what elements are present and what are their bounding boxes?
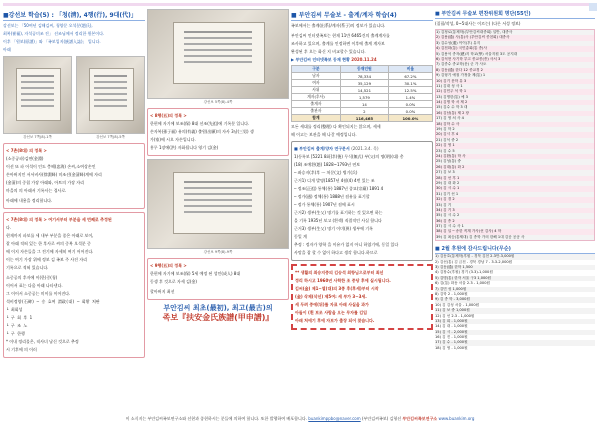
box1-line: 마을의 의 아래서 기록사는 경사로.	[6, 188, 67, 193]
member-row: 10) 김기 문학 유 3	[436, 78, 467, 83]
box2-line: 잘 아래 적혀 있는 한 후사로 씨의 중복 오석분 중	[6, 241, 91, 246]
stat-row	[292, 80, 433, 87]
stat-cell: 2	[340, 108, 388, 115]
stat-title-text: ▶ 부안김씨 인터넷족보 등재 현황	[291, 57, 350, 62]
member-row: 2) 김용(通) 사(통)사 (부안김씨 종친회) 대종사	[436, 35, 510, 40]
stat-cell: 계자(후사)	[292, 94, 341, 101]
col1-intro	[3, 23, 145, 53]
box3-line: 가(家)에 시오 자손입니다.	[150, 137, 196, 142]
member-row: 9) 김형기 예절 가정을 제(통) 1	[436, 73, 594, 78]
case-line: 1)등록보 [5221 8화]후(後) 무식(無式) 부(父)의 명(明)(대) 총	[294, 154, 404, 159]
column-1	[3, 9, 145, 413]
footer-url[interactable]: www.buankim.org	[438, 416, 475, 421]
member-row: 32) 김 경 2	[436, 197, 455, 202]
case-line: ─ 좌승지(후)후 ㅡ 처문(文) 병기(兵)	[294, 170, 358, 175]
genealogy-photo-4	[147, 159, 289, 249]
donor-row: 4) 김장수(후원) 경기 (3.3)-1,000원	[435, 270, 493, 275]
case-line: 근거3) 생부(生父) 명기 이미(異) 생부에 기록	[294, 226, 373, 231]
stat-header-cell: 비율	[388, 66, 432, 73]
stat-cell: 100.0%	[388, 115, 432, 122]
stat-cell: 1.4%	[388, 94, 432, 101]
box2-line: 기록으로 적혀 있습니다.	[6, 265, 49, 270]
donor-row: 16) 김 진 - 1,000원	[435, 335, 468, 340]
case-body	[294, 154, 430, 256]
col2-heading: ■ 부안김씨 무술보 - 출계/계자 학습(4)	[291, 9, 433, 21]
member-row: 16) 김남(통) 제 2 장	[436, 110, 469, 115]
box1-line: 아래에 내용을 정리합니다.	[6, 198, 53, 203]
stat-header-row	[292, 66, 433, 73]
member-row: 25) 김성(통) 중	[436, 159, 594, 164]
box1-line: (소중공파)김연(金淵)	[6, 156, 44, 161]
stat-cell: 78,334	[340, 73, 388, 80]
photo-caption-4: 강선보 9쪽(8)-9쪽	[203, 250, 233, 254]
photo-caption-1: 강선보 7쪽(8)-1쪽	[23, 135, 52, 139]
box2-line: 다.	[6, 225, 12, 230]
genealogy-photo-2	[76, 56, 145, 134]
member-row: 7) 김종수 종교학(문) 군 가 사오	[436, 62, 594, 67]
member-row: 1) 김정로(통제학)(부안김씨대종회) 일반, 대종사	[436, 30, 594, 35]
footer	[0, 414, 600, 424]
stat-cell: 0.0%	[388, 108, 432, 115]
stat-cell: 0.0%	[388, 101, 432, 108]
case-date: (2021.3.4. 목)	[351, 146, 379, 151]
donor-row: 10) 김 김성 서울 - 1,000원	[435, 302, 480, 307]
red-line: 아래 처에기 후에 자보가 출장 되어 찾습니다.	[295, 318, 375, 323]
stat-cell: 30.1%	[388, 80, 432, 87]
box4-line: 동생 후 것으로 자세 김(金)	[150, 279, 197, 284]
col4-heading: ■ 부안김씨 무술보 편찬위원회 명단(55인)	[435, 9, 595, 19]
member-row: 19) 김 학 2	[436, 127, 594, 132]
stat-cell: 남자	[292, 73, 341, 80]
col1-box2	[3, 212, 145, 358]
col2-box4	[147, 258, 289, 300]
donor-row: 6) 김(통) 화동 서울 2.3 - 1,000원	[435, 281, 490, 286]
red-dashed-box	[291, 264, 433, 330]
intro-line: 강선보는 「50여년 김해김씨, 청양문 오석분(趙氏),	[3, 23, 93, 28]
intro-line: 최복(崔福), 자석공미조 진」 선조님께서 정리한 원본이다.	[3, 31, 105, 36]
stat-cell: 14,521	[340, 87, 388, 94]
stat-cell: 67.2%	[388, 73, 432, 80]
member-row: 27) 김 보 3	[436, 170, 594, 175]
donor-row: 8) 김학 2 - 1,000원	[435, 291, 468, 296]
col2-after-line: 모든 세대를 정리(整理) 다 확인되지는 않으며, 세세	[291, 124, 381, 129]
col1-note2: 시 기후에 의 이러	[6, 347, 37, 352]
member-row: 23) 김 수 5	[436, 149, 594, 154]
intro-line: 이후 「원보(原譜)」와 「족보입지(族譜入誌)」 입니다.	[3, 39, 101, 44]
red-line: 김씨(金) 제1~열(대)의 3종 후(후세)부터 시작	[295, 286, 379, 291]
intro-line: 아래	[3, 47, 11, 52]
member-row: 8) 김동(通) 한다 12 종교경 2	[436, 67, 483, 72]
donor-row: 5) 김명(통) 한자 서울 구3 1,000원	[435, 276, 595, 281]
member-row: 17) 김 영 처 사 4	[436, 116, 594, 121]
stat-cell: 14	[340, 101, 388, 108]
tree-line: └ 구 조 노	[6, 323, 28, 328]
col2-intro-line: 조사하고 있으며, 출계를 인정하면 이후에 출계 계자보	[291, 41, 385, 46]
col4-sub: (집필/작성, 0~5대사는 이르는) (다른 서성 정보)	[435, 21, 521, 26]
member-row: 21) 김석 중 2	[436, 138, 594, 143]
member-row: 31) 김기 선 1	[436, 192, 594, 197]
photo-wrap-1	[3, 56, 72, 140]
stat-cell: 사위	[292, 87, 341, 94]
member-row: 36) 김 종 2	[436, 218, 455, 223]
case-title-text: ■ 부안김씨 출계/양자 연구문서	[294, 146, 350, 151]
col4-heading-2: ■ 2월 후원에 감사드립니다(무순)	[435, 244, 595, 254]
col2-photos	[147, 9, 289, 105]
box3-title: < 8행(五)의 정복 >	[150, 113, 187, 118]
member-row: 30) 김 시 수 1	[436, 186, 460, 191]
col2-box3	[147, 108, 289, 156]
stat-row	[292, 73, 433, 80]
member-row: 34) 김 기 3	[436, 207, 455, 212]
footer-left: 이 소식지는 부안김씨족보연구소와 선현과 종현하시는 분들에 의하여 합니다. 또한 발행하여 배포합니다.	[125, 416, 308, 421]
red-line: 세 두려 중에(뒤)를 자료 아래 사실을 과가	[295, 302, 369, 307]
member-row: 12) 김민주 석 학 1	[436, 89, 467, 94]
photo-wrap-2	[76, 56, 145, 140]
member-row: 26) 김대(통) 화 2	[436, 164, 465, 169]
box2-title: < 7촌(8대) 의 정복 > 여기서부터 부분을 세 번째로 추정된	[6, 217, 112, 222]
stat-row	[292, 87, 433, 94]
col1-photos	[3, 56, 145, 140]
stat-row	[292, 101, 433, 108]
photo-wrap-4	[147, 159, 289, 255]
donor-row: 18) 김 영 - 1,000원	[435, 345, 468, 350]
box1-line: 이선 또 파 어석이 인도 충해(忠海) 손씨,소여상손인	[6, 164, 96, 169]
col2-after-line: 해 이고는 보관을 해 나갈 예정입니다.	[291, 132, 357, 137]
box3-line: 한편에 자기에 보조(保) 8대 선조(先祖)에 기록분 입니다.	[150, 121, 250, 126]
col2-photos-b	[147, 159, 289, 255]
donor-row: 17) 김 수 - 1,000원	[435, 340, 595, 345]
family-tree	[6, 299, 142, 337]
box2-line: 현재까지 파보를 세 내부 부분을 종은 아래로 보이,	[6, 233, 94, 238]
red-box-body	[295, 270, 429, 324]
box1-body	[6, 156, 142, 204]
tree-line: └ 구 회 후 1	[6, 315, 33, 320]
member-row: 13) 김명한(통) 예 3	[436, 95, 594, 100]
col2-intro-line: 부안김씨 인터넷족보는 현재 11만 6465건의 출계계자를	[291, 33, 390, 38]
case-line: 근거1) 디개 발명(1857년 4월(4) 4번 있는 조	[294, 178, 375, 183]
stat-cell: 출관자	[292, 108, 341, 115]
donor-row: 15) 김 시 - 2,000원	[435, 330, 595, 335]
red-line: ** 생활의 최승지중의 김승석 최항님으로부터 최선	[295, 270, 384, 275]
photo-caption-2: 강선보 7쪽(8)-5쪽	[96, 135, 125, 139]
stat-header-cell: 등재인원	[340, 66, 388, 73]
box4-line: 할아버지 최선	[150, 289, 175, 294]
box4-title: < 9행(五)의 정복 >	[150, 263, 187, 268]
box3-line: 손자복(孫子福) 유의(有義) 출원(出願)의 자사 3남(三男) 생	[150, 129, 254, 134]
column-3	[291, 9, 433, 413]
box3-line: 홍무 1장에(洪) 자화됩니다 영기 김(金)	[150, 145, 219, 150]
member-row: 35) 김 시 수 2	[436, 213, 594, 218]
tree-line: 석비정양(石碑) ─ 숭 효여 渭政(대) ─ 회황 처판	[6, 299, 100, 304]
red-line: 아들이 (흰 보조 사람을 오는 무자를 김입	[295, 310, 368, 315]
member-row: 28) 김 선 후 1	[436, 175, 460, 180]
member-row: 11) 김대 성 사 1	[436, 84, 594, 89]
case-line: 을 기록 1935년 보고 (흰색) 직접적인 사실 합니다	[294, 218, 382, 223]
donor-row: 12) 김 선 2.3 - 1,000원	[435, 313, 475, 318]
red-line: (金) 삭제(삭선) 제5여: 세 부가 3~3세.	[295, 294, 367, 299]
box4-body	[150, 271, 286, 295]
stat-body	[292, 73, 433, 122]
donor-row: 11) 김 보 중 1,000원	[435, 308, 595, 313]
case-box	[291, 141, 433, 261]
donor-row: 14) 김 대 - 1,000원	[435, 324, 468, 329]
footer-org: 부안김씨족보연구소	[402, 416, 438, 421]
case-line: 사망을 잡 할 수 없이 하다고 생각 합니다.하므로	[294, 250, 378, 255]
column-2	[147, 9, 289, 413]
stat-row	[292, 108, 433, 115]
top-bar	[3, 3, 595, 6]
donor-row: 7) 김민 성 1,000원	[435, 287, 595, 292]
member-row: 18) 김학 수 사	[436, 121, 460, 126]
member-row: 4) 김천화(통) 국민총회(통 종)사	[436, 46, 487, 51]
box2-line: 이는 여기 가장 위에 정보 김 족보 주 사진 자리	[6, 257, 87, 262]
box2-line: 에 이지 자손들을 그 전기에 자세히 여기 어어진다.	[6, 249, 94, 254]
stat-header-cell: 구분	[292, 66, 341, 73]
box2-line: 소중공의 후자에 이(한)중(청)	[6, 275, 58, 280]
col1-heading: ■강선보 학습(5) : 「청(淸), 4행(行), 9대(代)」	[3, 9, 145, 21]
footer-mid: (부안김씨족보) 김형선	[361, 416, 402, 421]
member-row: 22) 김 영 1	[436, 143, 455, 148]
box1-title: < 7촌(8대) 의 정복 >	[6, 148, 47, 153]
case-line: ─ 정조(正祖) 통체(통) 1887년 종묘(宗廟) 1891 4	[294, 186, 384, 191]
red-line: 정리 하시고 1960년 사학한 조 중당 후에 실시됩니다.	[295, 278, 391, 283]
donor-row: 13) 김 희 - 1,000원	[435, 319, 595, 324]
member-row: 33) 김 기	[436, 203, 594, 208]
stat-cell: 합계	[292, 115, 341, 122]
box1-line: 손아버지인 서서비사(徐淵婦) 미조선(金淸婦)계에 자리	[6, 172, 102, 177]
stat-cell: 여자	[292, 80, 341, 87]
col2-intro	[291, 23, 433, 55]
box2-line: 이어서 표는 다음 아래 나타낸다.	[6, 283, 63, 288]
col1-note: * 이내 정리물은, 직사녀 남신 것으로 추정	[6, 339, 79, 344]
stat-cell: 116,465	[340, 115, 388, 122]
member-row: 6) 김석현 사기학 부고 종교종(종) 사서 3	[436, 56, 501, 61]
donors-list	[435, 254, 595, 351]
member-row: 14) 김명 학 서 제 2	[436, 100, 468, 105]
stat-cell: 35,129	[340, 80, 388, 87]
case-line: 동일 계	[294, 234, 307, 239]
case-line: ─ 정가 통체(통) 1907년 점에 표시	[294, 202, 355, 207]
member-row: 20) 김시 후 4	[436, 132, 459, 137]
big-red-title-1: 부안김씨 최초(最初), 최고(最古)의	[163, 304, 273, 312]
photo-wrap-3	[147, 9, 289, 105]
col2-intro-line: 족보에서는 출계(出系)/계자(系子)의 정보가 있습니다.	[291, 23, 386, 28]
big-red-title-2: 족보『扶安金氏族譜(甲申譜)』	[162, 313, 274, 322]
tree-line: └ 구 한행	[6, 331, 25, 336]
member-row: 39) 김 최승(통제대) 김 종학 가의 한해 1대 김공 공공 사	[436, 235, 594, 240]
member-row: 5) 김용석 종자(總)지 학교(學) 서울지원 3도 공지대	[436, 52, 594, 57]
stat-date: 2020.11.24	[351, 57, 377, 62]
column-4	[435, 9, 595, 413]
stat-cell: 출계자	[292, 101, 341, 108]
member-row: 15) 김수 수 학 3 대	[436, 105, 594, 110]
stat-cell: 1,579	[340, 94, 388, 101]
col1-box1	[3, 143, 145, 209]
case-line: ─ 정가(通) 정체(통) 1888년 점유를 표기할	[294, 194, 370, 199]
box2-line: 그 이어서 소중공는 미이를 이어진다.	[6, 291, 71, 296]
member-row: 29) 김 대 화 2	[436, 181, 594, 186]
box3-body	[150, 121, 286, 151]
tree-line: └ 최회성	[6, 307, 23, 312]
donor-row: 3) 김동(通) 한학 1,500	[435, 265, 595, 270]
registration-stat-table	[291, 65, 433, 122]
donor-row: 1) 김동호(통제학)후원 - 경북 김천 2.3만-3,000원	[435, 254, 595, 259]
donor-row: 2) 김선(통) 김 금천 - 경북 경남 7 - 3.3-2,000원	[435, 259, 513, 264]
stat-cell: 12.5%	[388, 87, 432, 94]
member-row: 37) 김 시 수 사 1	[436, 224, 594, 229]
box4-line: 한편에 자기에 보조(保) 5세 예정 된 성인(成人) 8대	[150, 271, 241, 276]
member-row: 38) 김 일 ─ 송한 직계 가사(선 김사) 4 학	[436, 229, 502, 234]
col2-intro-line: 완성된 후 오는 화신 지 비교할수 있습니다.	[291, 49, 366, 54]
genealogy-photo-1	[3, 56, 72, 134]
stat-row	[292, 115, 433, 122]
stat-title	[291, 57, 433, 63]
genealogy-photo-3	[147, 9, 289, 99]
case-line: 근거2) 생부(生父) 명기를 표기하는 것 있으면 하는	[294, 210, 383, 215]
case-title	[294, 146, 430, 152]
member-row: 3) 김수성(通) 이이(후) 유지	[436, 41, 594, 46]
case-line: 추정 : 정자가 양학 을 이유가 없지 아니 하였기에, 동일 있다	[294, 242, 399, 247]
box2-body	[6, 225, 142, 297]
donor-row: 9) 김 종 학 - 3,000원	[435, 297, 595, 302]
photo-caption-3: 강선보 5쪽(8)-4쪽	[203, 100, 233, 104]
footer-email[interactable]: buankimppbo@naver.com	[308, 416, 361, 421]
case-line: (18) 조예환(趙) 1828~1793년 연보	[294, 162, 361, 167]
stat-row	[292, 94, 433, 101]
committee-members-list	[435, 29, 595, 241]
col2-after	[291, 124, 433, 138]
box1-line: (金淸)의 중첩 가장 아래와, 아트의 가장 자리	[6, 180, 84, 185]
member-row: 24) 김환(통) 학 사	[436, 153, 466, 158]
